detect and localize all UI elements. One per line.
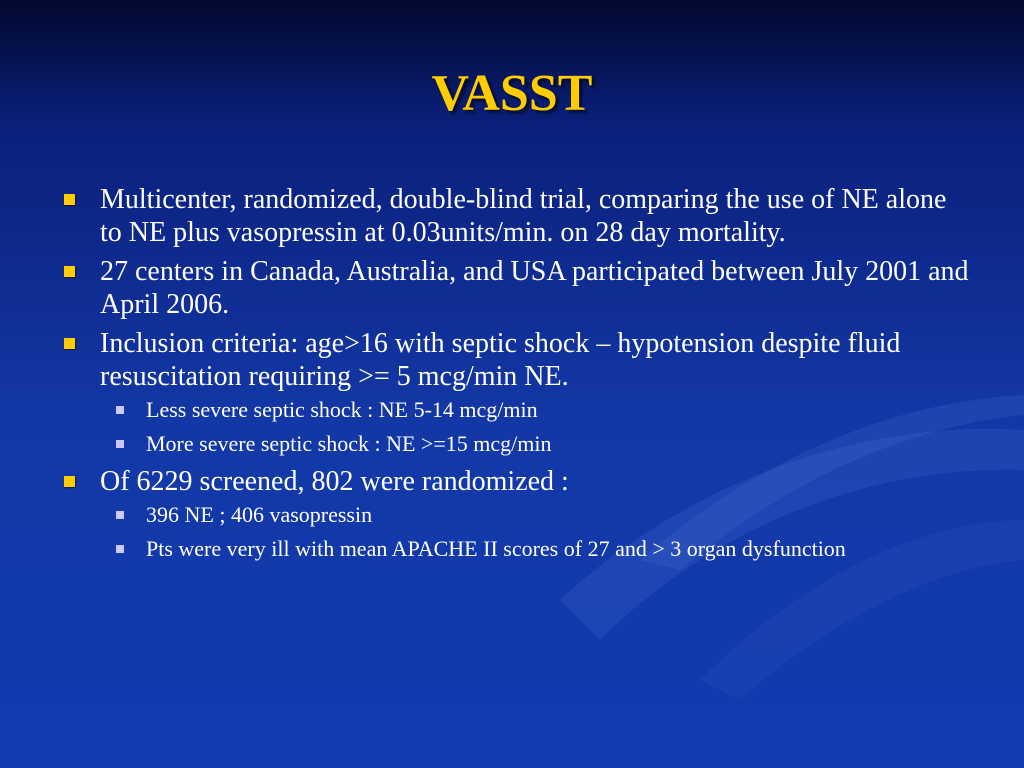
bullet-item-1 xyxy=(62,183,972,249)
bullet-text: Inclusion criteria: age>16 with septic shock – hypotension despite fluid resuscitation requiring >= 5 mcg/min NE. xyxy=(100,328,901,392)
square-bullet-icon xyxy=(64,266,75,277)
square-bullet-icon xyxy=(64,476,75,487)
square-bullet-icon xyxy=(64,194,75,205)
bullet-item-2 xyxy=(62,255,972,321)
bullet-item-3 xyxy=(62,327,972,457)
sub-bullet-text: Pts were very ill with mean APACHE II scores of 27 and > 3 organ dysfunction xyxy=(146,536,846,561)
bullet-text: Of 6229 screened, 802 were randomized : xyxy=(100,466,569,497)
bullet-list xyxy=(62,183,972,562)
sub-bullet-text: Less severe septic shock : NE 5-14 mcg/min xyxy=(146,397,538,422)
sub-bullet-list xyxy=(100,397,972,457)
sub-bullet-item xyxy=(100,397,972,423)
bullet-item-4 xyxy=(62,465,972,562)
sub-bullet-item xyxy=(100,536,972,562)
small-square-bullet-icon xyxy=(116,440,124,448)
square-bullet-icon xyxy=(64,338,75,349)
sub-bullet-list xyxy=(100,502,972,562)
small-square-bullet-icon xyxy=(116,511,124,519)
sub-bullet-text: More severe septic shock : NE >=15 mcg/min xyxy=(146,431,552,456)
sub-bullet-item xyxy=(100,502,972,528)
bullet-text: Multicenter, randomized, double-blind trial, comparing the use of NE alone to NE plus vasopressin at 0.03units/min. on 28 day mortality. xyxy=(100,184,947,248)
bullet-text: 27 centers in Canada, Australia, and USA participated between July 2001 and April 2006. xyxy=(100,256,969,320)
small-square-bullet-icon xyxy=(116,545,124,553)
small-square-bullet-icon xyxy=(116,406,124,414)
sub-bullet-item xyxy=(100,431,972,457)
slide-content xyxy=(62,183,972,570)
slide-title: VASST xyxy=(431,65,593,122)
sub-bullet-text: 396 NE ; 406 vasopressin xyxy=(146,502,373,527)
